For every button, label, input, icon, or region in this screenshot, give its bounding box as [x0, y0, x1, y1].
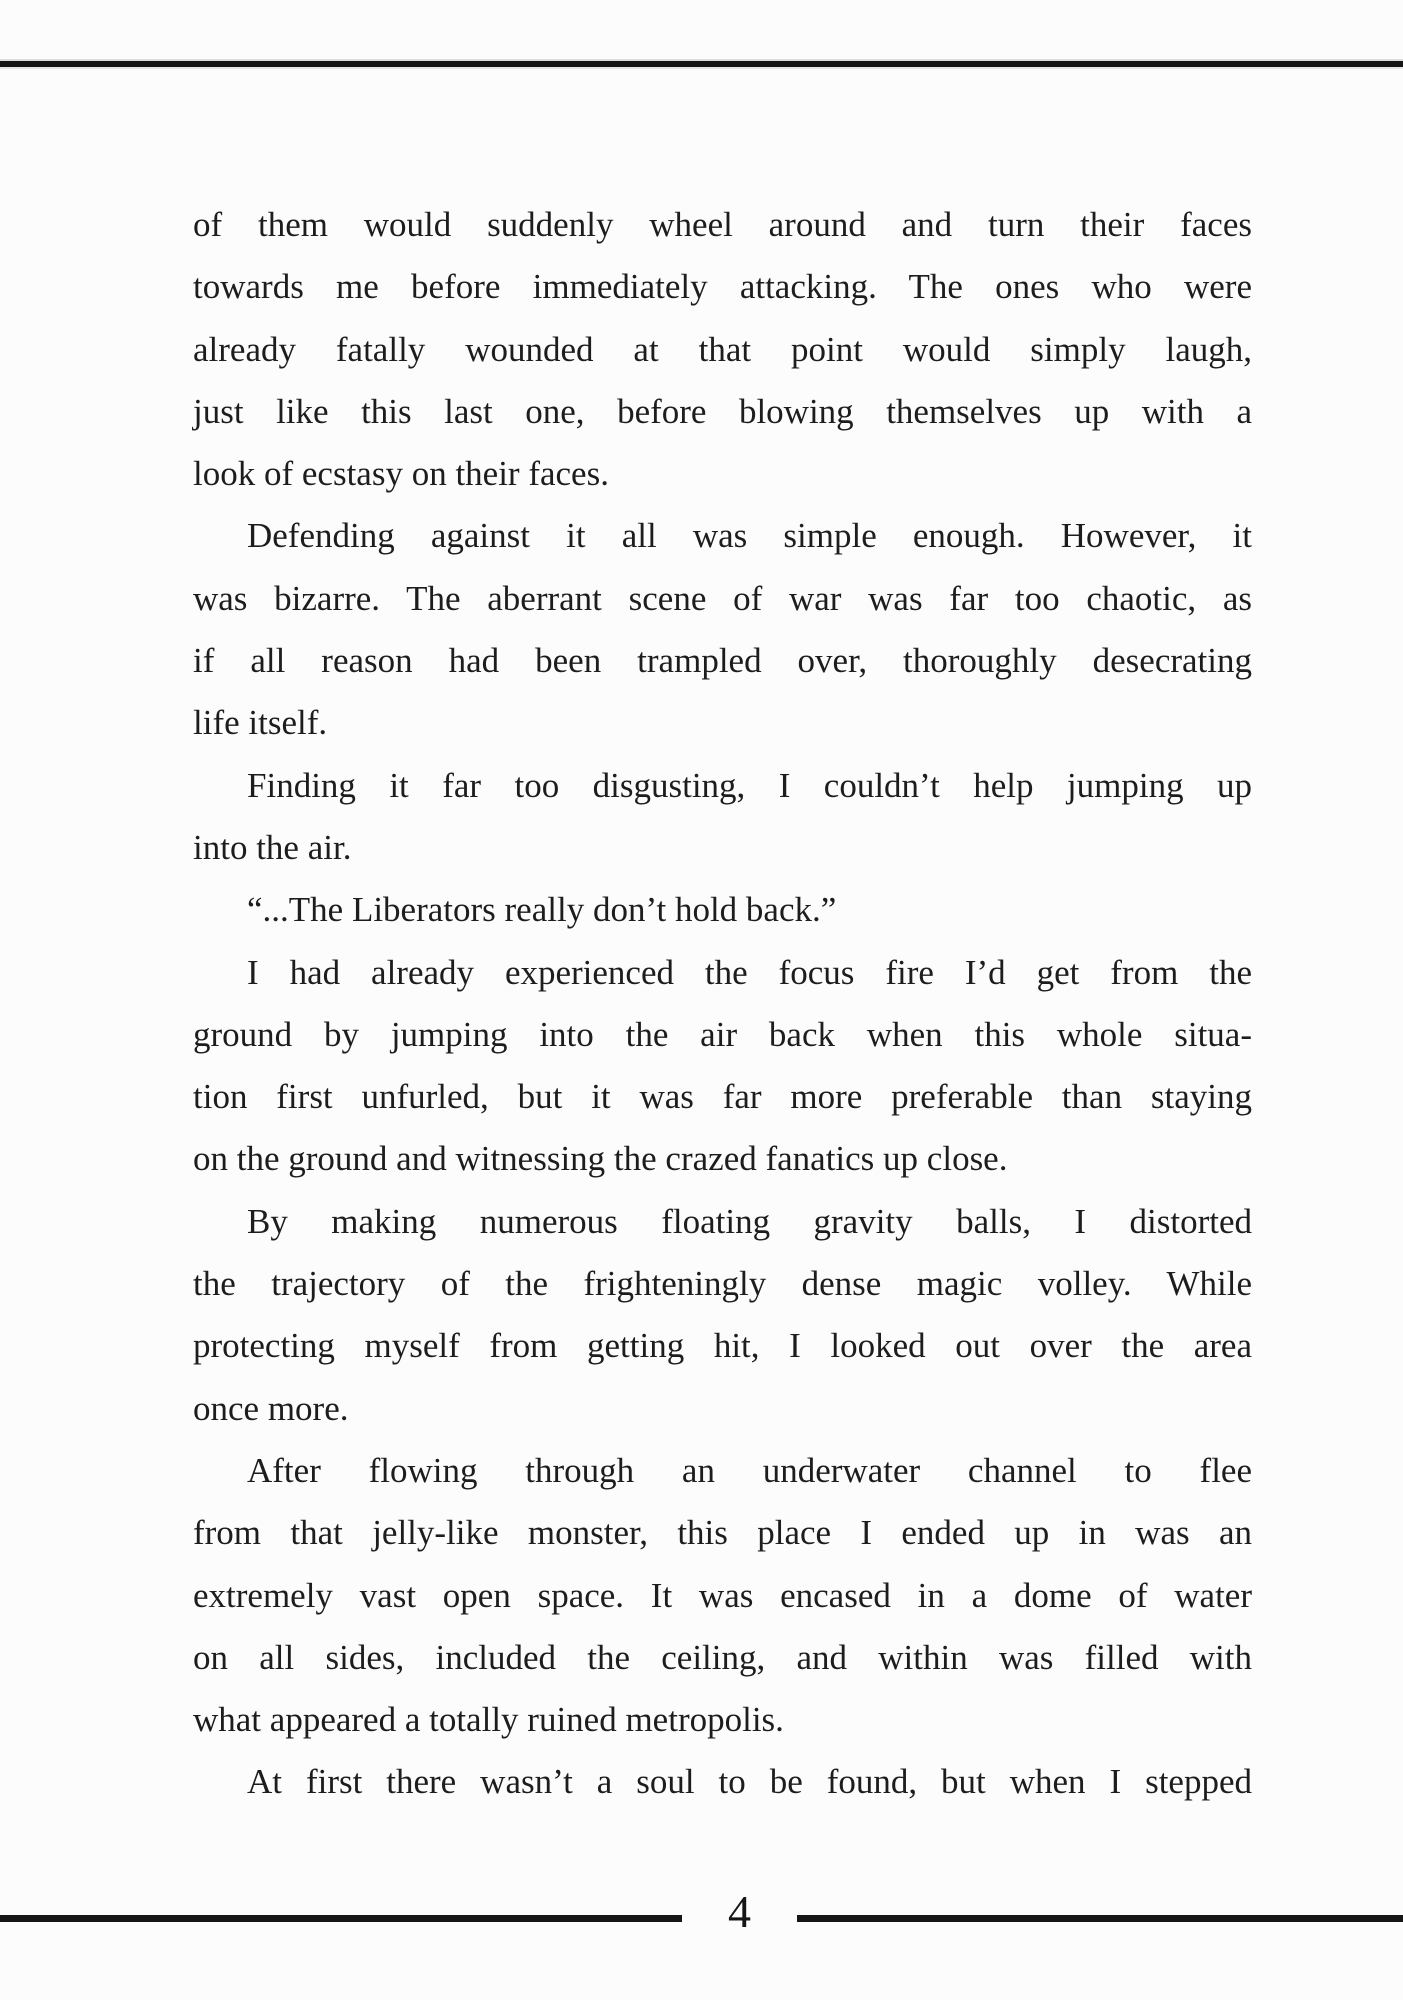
footer-rule-right: [797, 1915, 1403, 1922]
text-line: protecting myself from getting hit, I looked out over the area: [193, 1326, 1252, 1366]
text-line: After flowing through an underwater channel to flee: [247, 1450, 1252, 1490]
text-line: ground by jumping into the air back when this whole situa-: [193, 1014, 1252, 1054]
text-line: the trajectory of the frighteningly dense magic volley. While: [193, 1264, 1252, 1304]
page-number: 4: [728, 1886, 751, 1937]
text-line: once more.: [193, 1388, 349, 1428]
text-line: At first there wasn’t a soul to be found, but when I stepped: [247, 1762, 1252, 1802]
text-line: By making numerous floating gravity balls, I distorted: [247, 1201, 1252, 1241]
text-line: “...The Liberators really don’t hold back.”: [247, 890, 837, 930]
text-line: life itself.: [193, 703, 328, 743]
text-line: towards me before immediately attacking. The ones who were: [193, 267, 1252, 307]
text-line: was bizarre. The aberrant scene of war was far too chaotic, as: [193, 578, 1252, 618]
text-line: on all sides, included the ceiling, and within was filled with: [193, 1637, 1252, 1677]
text-line: look of ecstasy on their faces.: [193, 454, 609, 494]
text-line: on the ground and witnessing the crazed fanatics up close.: [193, 1139, 1008, 1179]
text-line: if all reason had been trampled over, thoroughly desecrating: [193, 641, 1252, 681]
text-line: I had already experienced the focus fire I’d get from the: [247, 952, 1252, 992]
text-line: what appeared a totally ruined metropolis.: [193, 1700, 784, 1740]
text-line: already fatally wounded at that point would simply laugh,: [193, 329, 1252, 369]
text-line: tion first unfurled, but it was far more preferable than staying: [193, 1077, 1252, 1117]
text-line: Defending against it all was simple enough. However, it: [247, 516, 1252, 556]
text-line: from that jelly-like monster, this place I ended up in was an: [193, 1513, 1252, 1553]
text-line: extremely vast open space. It was encased in a dome of water: [193, 1575, 1252, 1615]
text-line: into the air.: [193, 827, 352, 867]
text-line: Finding it far too disgusting, I couldn’t help jumping up: [247, 765, 1252, 805]
text-line: of them would suddenly wheel around and turn their faces: [193, 205, 1252, 244]
footer-rule-left: [0, 1915, 682, 1922]
body-text: [193, 194, 1252, 1814]
text-line: just like this last one, before blowing themselves up with a: [193, 391, 1252, 431]
top-rule: [0, 61, 1403, 67]
